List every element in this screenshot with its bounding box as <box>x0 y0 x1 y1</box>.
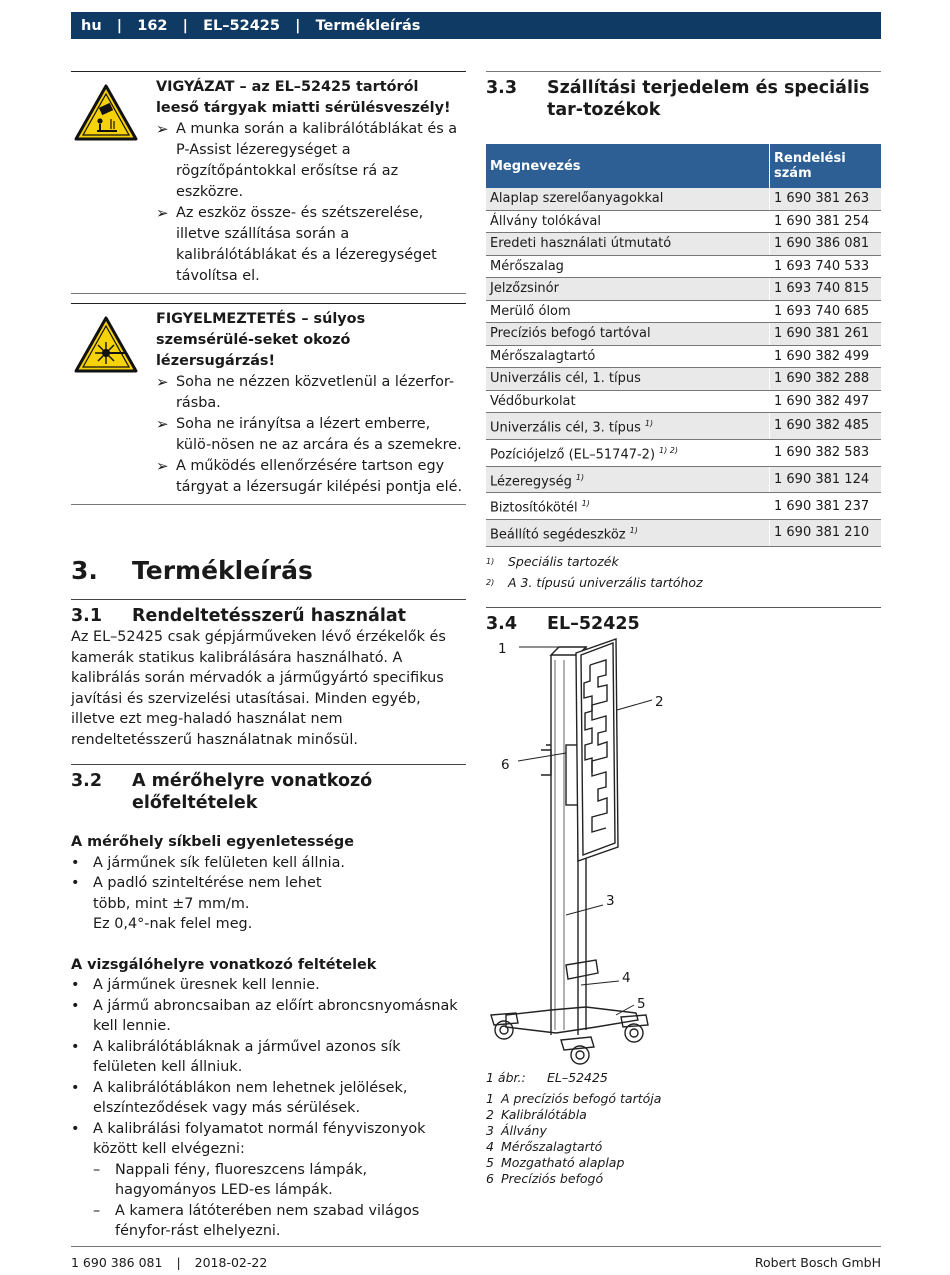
left-column <box>71 71 466 1242</box>
footer-company: Robert Bosch GmbH <box>754 1255 881 1270</box>
footer-docnum: 1 690 386 081 <box>71 1255 163 1270</box>
caution-item: ➢ A munka során a kalibrálótáblákat és a P-Assist lézeregységet a rögzítőpántokkal erősítse rá az eszközre. <box>156 120 458 200</box>
part-order-number: 1 690 386 081 <box>770 233 882 256</box>
part-name: Merülő ólom <box>486 300 770 323</box>
part-order-number: 1 690 381 237 <box>770 493 882 520</box>
caution-title: VIGYÁZAT – az EL–52425 tartóról leeső tárgyak miatti sérülésveszély! <box>156 79 451 116</box>
footnote-marker: 1) <box>581 499 590 509</box>
footer-date: 2018-02-22 <box>194 1255 268 1270</box>
header-model: EL–52425 <box>203 17 280 34</box>
part-name: Jelzőzsinór <box>486 278 770 301</box>
column-header-order-number: Rendelési szám <box>770 144 882 188</box>
figure-label-1: 1 <box>498 641 507 658</box>
table-row <box>486 390 881 413</box>
part-order-number: 1 690 382 288 <box>770 368 882 391</box>
part-order-number: 1 690 381 210 <box>770 520 882 547</box>
part-name: Mérőszalag <box>486 255 770 278</box>
right-column <box>486 71 881 1187</box>
subheading-test-conditions: A vizsgálóhelyre vonatkozó feltételek <box>71 956 377 973</box>
table-row <box>486 345 881 368</box>
figure-label-6: 6 <box>501 757 510 774</box>
legend-item: 3 Állvány <box>486 1123 547 1139</box>
footnote: 1) Speciális tartozék <box>486 554 619 570</box>
part-order-number: 1 690 381 254 <box>770 210 882 233</box>
part-name: Univerzális cél, 1. típus <box>486 368 770 391</box>
header-section: Termékleírás <box>315 17 421 34</box>
footnote-marker: 1) <box>575 472 585 482</box>
footnote: 2) A 3. típusú univerzális tartóhoz <box>486 574 703 590</box>
caution-box <box>71 71 466 294</box>
header-page-number: 162 <box>137 17 168 34</box>
table-row <box>486 323 881 346</box>
part-order-number: 1 690 381 263 <box>770 188 882 210</box>
table-header-row <box>486 144 881 188</box>
list-item-continuation: Ez 0,4°-nak felel meg. <box>93 916 253 932</box>
part-order-number: 1 690 381 261 <box>770 323 882 346</box>
table-row <box>486 300 881 323</box>
part-name: Biztosítókötél $^{1)}$ <box>486 493 770 520</box>
part-name: Alaplap szerelőanyagokkal <box>486 188 770 210</box>
table-row <box>486 413 881 440</box>
footer-divider <box>71 1246 881 1247</box>
table-row <box>486 188 881 210</box>
part-name: Precíziós befogó tartóval <box>486 323 770 346</box>
list-item: • A padló szinteltérése nem lehet több, mint ±7 mm/m. <box>71 875 322 912</box>
section-3-1-text: Az EL–52425 csak gépjárműveken lévő érzékelők és kamerák statikus kalibrálására használható. A kalibrálás során mérvadók a járműgyártó specifikus javítási és szervizelési utasításai. Minden egyéb, illetve ezt meg-haladó használat nem rendeltetésszerű használatnak minősül. <box>71 629 446 748</box>
part-name: Pozíciójelző (EL–51747-2) $^{1) 2)}$ <box>486 439 770 466</box>
part-order-number: 1 690 381 124 <box>770 466 882 493</box>
laser-warning-item: ➢ Soha ne nézzen közvetlenül a lézerfor-rásba. <box>156 373 455 411</box>
table-row <box>486 466 881 493</box>
table-row <box>486 493 881 520</box>
parts-table <box>486 144 881 547</box>
figure-label-5: 5 <box>637 996 646 1013</box>
subheading-floor-flatness: A mérőhely síkbeli egyenletessége <box>71 834 354 850</box>
list-item: • A kalibrálótáblákon nem lehetnek jelölések, elszínteződések vagy más sérülések. <box>71 1079 408 1116</box>
footnote-marker: 1) <box>644 419 654 428</box>
table-row <box>486 233 881 256</box>
device-figure <box>486 635 881 1070</box>
part-name: Állvány tolókával <box>486 210 770 233</box>
part-order-number: 1 693 740 815 <box>770 278 882 301</box>
header-lang: hu <box>81 17 102 34</box>
legend-item: 1 A precíziós befogó tartója <box>486 1091 662 1107</box>
list-item: • A kalibrálási folyamatot normál fényviszonyok között kell elvégezni: <box>71 1120 426 1157</box>
part-name: Eredeti használati útmutató <box>486 233 770 256</box>
laser-warning-item: ➢ A működés ellenőrzésére tartson egy tárgyat a lézersugár kilépési pontja elé. <box>156 457 463 495</box>
table-row <box>486 368 881 391</box>
table-row <box>486 439 881 466</box>
part-name: Lézeregység $^{1)}$ <box>486 466 770 493</box>
legend-item: 5 Mozgatható alaplap <box>486 1155 625 1171</box>
legend-item: 2 Kalibrálótábla <box>486 1107 587 1123</box>
table-row <box>486 520 881 547</box>
part-name: Univerzális cél, 3. típus $^{1)}$ <box>486 413 770 440</box>
figure-label-2: 2 <box>655 694 664 711</box>
column-header-name: Megnevezés <box>486 144 770 188</box>
page-header: hu | 162 | EL–52425 | Termékleírás <box>71 12 881 39</box>
list-item: • A járműnek üresnek kell lennie. <box>71 977 320 993</box>
figure-label-4: 4 <box>622 970 631 987</box>
laser-warning-item: ➢ Soha ne irányítsa a lézert emberre, külö-nösen ne az arcára és a szemekre. <box>156 415 462 453</box>
part-name: Védőburkolat <box>486 390 770 413</box>
part-order-number: 1 690 382 485 <box>770 413 882 440</box>
laser-warning-title: FIGYELMEZTETÉS – súlyos szemsérülé-seket okozó lézersugárzás! <box>156 311 366 369</box>
sub-list-item: – A kamera látóterében nem szabad világos fényfor-rást elhelyezni. <box>93 1202 420 1239</box>
falling-objects-warning-icon <box>71 77 156 287</box>
table-row <box>486 255 881 278</box>
section-3-1-heading: 3.1 Rendeltetésszerű használat <box>71 599 466 627</box>
footnote-marker: 1) 2) <box>659 445 678 455</box>
laser-warning-icon <box>71 309 156 498</box>
section-3-4-heading: 3.4 EL–52425 <box>486 607 881 635</box>
figure-legend <box>486 1091 881 1187</box>
section-3-heading: 3. Termékleírás <box>71 556 313 585</box>
part-name: Mérőszalagtartó <box>486 345 770 368</box>
table-row <box>486 278 881 301</box>
footer-left: 1 690 386 081 | 2018-02-22 <box>71 1255 268 1270</box>
part-order-number: 1 690 382 499 <box>770 345 882 368</box>
part-name: Beállító segédeszköz $^{1)}$ <box>486 520 770 547</box>
figure-caption: 1 ábr.: EL–52425 <box>486 1070 608 1086</box>
footnote-marker: 1) <box>629 526 638 536</box>
table-row <box>486 210 881 233</box>
legend-item: 4 Mérőszalagtartó <box>486 1139 603 1155</box>
list-item: • A járműnek sík felületen kell állnia. <box>71 854 345 871</box>
sub-list-item: – Nappali fény, fluoreszcens lámpák, hagyományos LED-es lámpák. <box>93 1161 368 1198</box>
section-3-2-heading: 3.2 A mérőhelyre vonatkozó előfeltételek <box>71 764 466 814</box>
part-order-number: 1 690 382 583 <box>770 439 882 466</box>
part-order-number: 1 690 382 497 <box>770 390 882 413</box>
figure-label-3: 3 <box>606 893 615 910</box>
legend-item: 6 Precíziós befogó <box>486 1171 604 1187</box>
part-order-number: 1 693 740 685 <box>770 300 882 323</box>
stand-illustration <box>486 635 881 1070</box>
part-order-number: 1 693 740 533 <box>770 255 882 278</box>
section-3-3-heading: 3.3 Szállítási terjedelem és speciális tar-tozékok <box>486 71 881 121</box>
list-item: • A kalibrálótábláknak a járművel azonos sík felületen kell állniuk. <box>71 1038 401 1075</box>
caution-item: ➢ Az eszköz össze- és szétszerelése, illetve szállítása során a kalibrálótáblákat és a lézeregységet távolítsa el. <box>156 204 437 284</box>
list-item: • A jármű abroncsaiban az előírt abroncsnyomásnak kell lennie. <box>71 997 458 1034</box>
laser-warning-box <box>71 303 466 505</box>
